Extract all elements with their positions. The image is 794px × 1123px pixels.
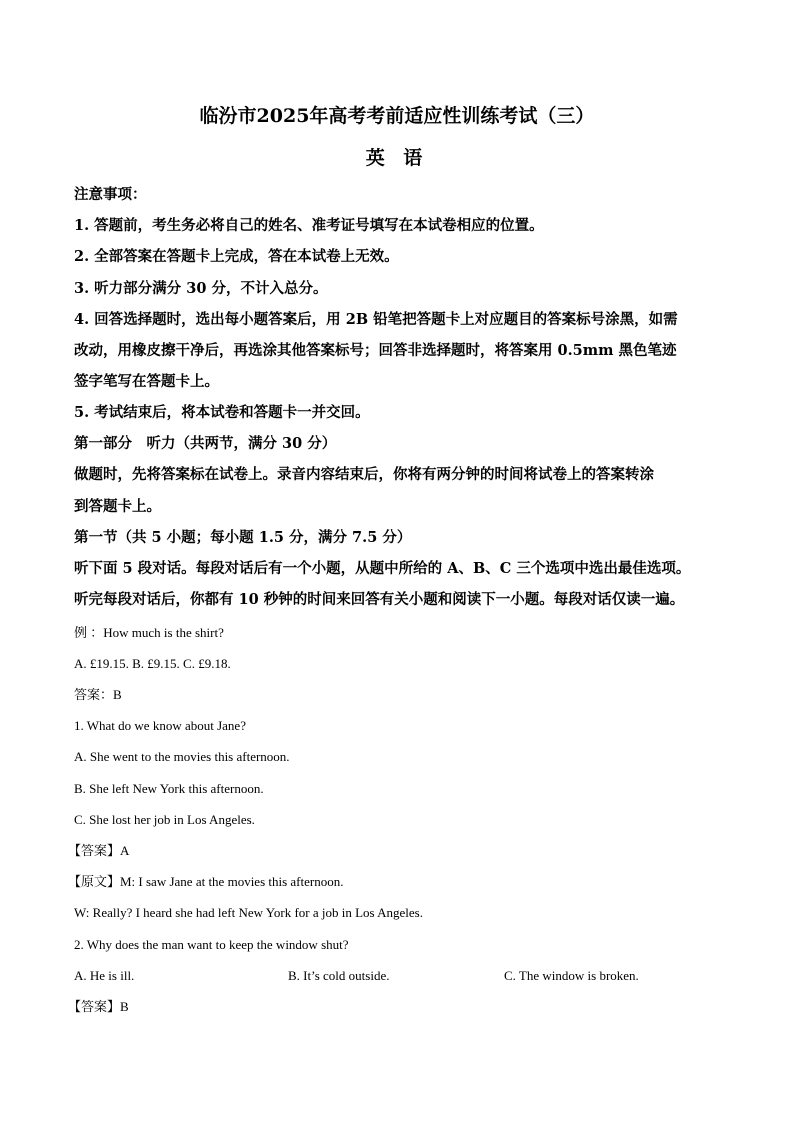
q2-answer: 【答案】B	[68, 999, 129, 1014]
part1-intro-line-2: 到答题卡上。	[74, 498, 161, 515]
q1-option-c: C. She lost her job in Los Angeles.	[74, 812, 255, 827]
example-options: A. £19.15. B. £9.15. C. £9.18.	[74, 656, 231, 671]
notice-item-4-line-1: 4. 回答选择题时，选出每小题答案后，用 2B 铅笔把答题卡上对应题目的答案标号涂黑，如需	[74, 311, 678, 328]
section1-heading: 第一节（共 5 小题；每小题 1.5 分，满分 7.5 分）	[74, 529, 412, 546]
q2-option-c: C. The window is broken.	[504, 968, 639, 983]
notice-item-3: 3. 听力部分满分 30 分，不计入总分。	[74, 280, 328, 297]
exam-title: 临汾市2025年高考考前适应性训练考试（三）	[199, 105, 595, 127]
notice-item-1: 1. 答题前，考生务必将自己的姓名、准考证号填写在本试卷相应的位置。	[74, 217, 544, 234]
part1-intro-line-1: 做题时，先将答案标在试卷上。录音内容结束后，你将有两分钟的时间将试卷上的答案转涂	[74, 466, 654, 483]
notice-item-5: 5. 考试结束后，将本试卷和答题卡一并交回。	[74, 404, 370, 421]
q1-transcript-line-2: W: Really? I heard she had left New York for a job in Los Angeles.	[74, 905, 423, 920]
q1-transcript-line-1: 【原文】M: I saw Jane at the movies this afternoon.	[68, 874, 344, 889]
example-answer: 答案：B	[74, 687, 122, 702]
q2-option-b: B. It’s cold outside.	[288, 968, 390, 983]
notice-item-2: 2. 全部答案在答题卡上完成，答在本试卷上无效。	[74, 248, 399, 265]
q2-options-row	[74, 967, 734, 985]
q2-question: 2. Why does the man want to keep the window shut?	[74, 937, 349, 952]
q1-answer: 【答案】A	[68, 843, 130, 858]
section1-intro-line-2: 听完每段对话后，你都有 10 秒钟的时间来回答有关小题和阅读下一小题。每段对话仅读一遍。	[74, 591, 685, 608]
notice-item-4-line-3: 签字笔写在答题卡上。	[74, 373, 219, 390]
q1-question: 1. What do we know about Jane?	[74, 718, 246, 733]
part1-heading: 第一部分 听力（共两节，满分 30 分）	[74, 435, 337, 452]
notice-heading: 注意事项：	[74, 186, 147, 203]
subject-title: 英 语	[365, 147, 429, 169]
q1-option-b: B. She left New York this afternoon.	[74, 781, 264, 796]
q1-option-a: A. She went to the movies this afternoon.	[74, 749, 290, 764]
notice-item-4-line-2: 改动，用橡皮擦干净后，再选涂其他答案标号；回答非选择题时，将答案用 0.5mm 黑色笔迹	[74, 342, 677, 359]
section1-intro-line-1: 听下面 5 段对话。每段对话后有一个小题，从题中所给的 A、B、C 三个选项中选出最佳选项。	[74, 560, 691, 577]
q2-option-a: A. He is ill.	[74, 968, 135, 983]
example-question: 例 ：How much is the shirt?	[74, 625, 224, 640]
